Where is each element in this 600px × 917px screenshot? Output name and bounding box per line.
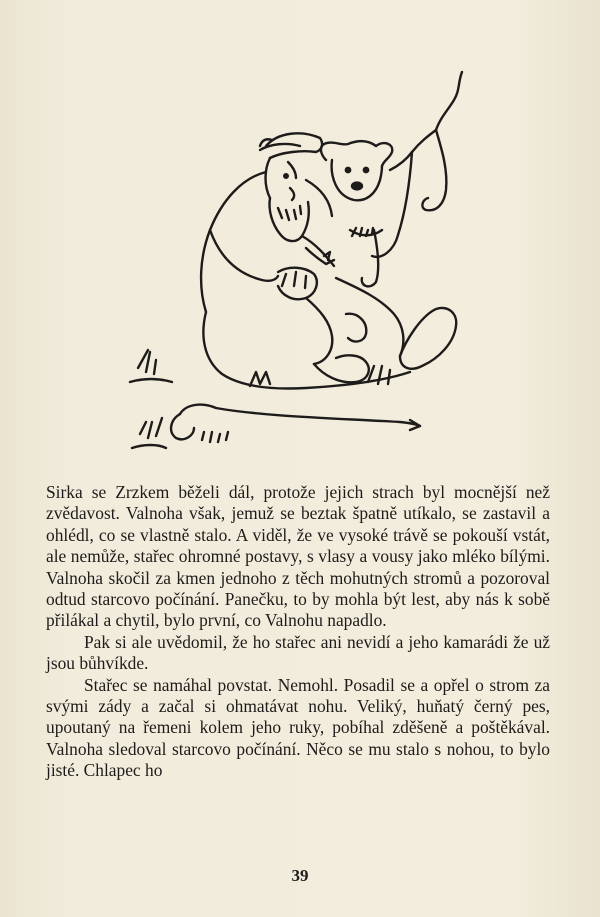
- paragraph: Stařec se namáhal povstat. Nemohl. Posadil se a opřel o strom za svými zády a začal si ohmatávat nohu. Veliký, huňatý černý pes, upoutaný na řemeni kolem jeho ruky, pobíhal zděšeně a poštěkával. Valnoha sledoval starcovo počínání. Něco se mu stalo s nohou, to bylo jisté. Chlapec ho: [46, 674, 550, 781]
- paragraph: Sirka se Zrzkem běželi dál, protože jejich strach byl mocnější než zvědavost. Valnoha však, jemuž se beztak špatně utíkalo, se zastavil a ohlédl, co se vlastně stalo. A viděl, že ve vysoké trávě se pokouší vstát, ale nemůže, stařec ohromné postavy, s vlasy a vousy jako mléko bílými. Valnoha skočil za kmen jednoho z těch mohutných stromů a pozoroval odtud starcovo počínání. Panečku, to by mohla být lest, aby nás k sobě přilákal a chytil, bylo první, co Valnohu napadlo.: [46, 482, 550, 631]
- paragraph: Pak si ale uvědomil, že ho stařec ani nevidí a jeho kamarádi že už jsou bůhvíkde.: [46, 631, 550, 674]
- illustration: [110, 60, 480, 460]
- body-text: [46, 482, 550, 782]
- old-man-with-dog-drawing-icon: [110, 60, 480, 460]
- page-number: 39: [291, 866, 309, 885]
